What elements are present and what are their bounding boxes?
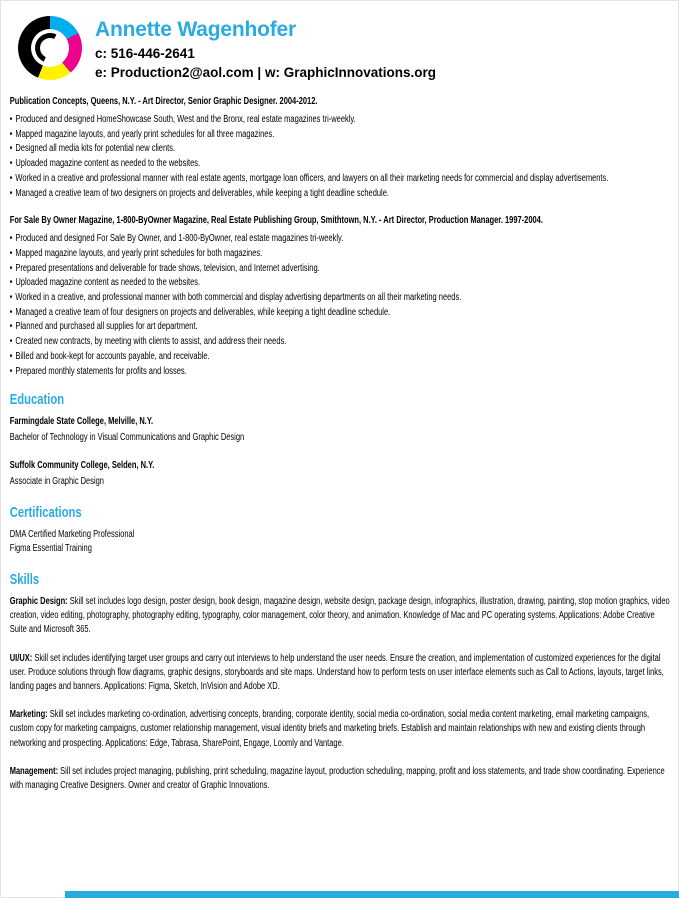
skill-ui-ux xyxy=(10,652,672,695)
page-title: Annette Wagenhofer xyxy=(95,18,296,41)
skill-text: Sill set includes project managing, publishing, print scheduling, magazine layout, production scheduling, mapping, profit and loss statements, and trade show coordinating. Experience with managing Creative Designers. Owner and creator of Graphic Innovations. xyxy=(9,765,665,792)
bullet-item: • Managed a creative team of two designers on projects and deliverables, while keeping a tight deadline schedule. xyxy=(10,187,672,202)
bullet-item: • Billed and book-kept for accounts payable, and receivable. xyxy=(10,350,672,365)
phone-line: c: 516-446-2641 xyxy=(95,46,195,61)
skill-label: Management: xyxy=(9,765,59,777)
school-degree: Associate in Graphic Design xyxy=(9,475,104,487)
resume-header xyxy=(0,0,679,80)
bullet-item: • Worked in a creative and professional manner with real estate agents, mortgage loan officers, and lawyers on all their marketing needs for commercial and display advertisements. xyxy=(10,172,672,187)
header-text xyxy=(95,16,436,80)
bullet-item: • Mapped magazine layouts, and yearly print schedules for all three magazines. xyxy=(10,128,672,143)
certifications-section-heading: Certifications xyxy=(9,503,82,521)
school-name: Farmingdale State College, Melville, N.Y. xyxy=(9,416,154,428)
skill-management xyxy=(10,765,672,793)
skills-section-heading: Skills xyxy=(9,571,40,589)
education-section-heading: Education xyxy=(9,391,65,409)
graphic-innovations-logo xyxy=(18,16,82,80)
skill-label: Marketing: xyxy=(9,709,48,721)
bullet-item: • Produced and designed HomeShowcase South, West and the Bronx, real estate magazines tri-weekly. xyxy=(10,113,672,128)
school-degree: Bachelor of Technology in Visual Communications and Graphic Design xyxy=(9,431,245,443)
bullet-item: • Mapped magazine layouts, and yearly print schedules for both magazines. xyxy=(10,247,672,262)
job-title: For Sale By Owner Magazine, 1-800-ByOwner Magazine, Real Estate Publishing Group, Smithtown, N.Y. - Art Director, Production Manager. 1997-2004. xyxy=(9,215,543,227)
footer-accent-bar xyxy=(65,891,679,898)
bullet-item: • Prepared presentations and deliverable for trade shows, television, and Internet advertising. xyxy=(10,262,672,277)
skill-marketing xyxy=(10,708,672,751)
skill-label: UI/UX: xyxy=(9,652,33,664)
skill-text: Skill set includes logo design, poster design, book design, magazine design, website design, package design, infographics, illustration, drawing, painting, stop motion graphics, video creation, video editing, photography, photography editing, typography, color management, color theory, and animation. Knowledge of Mac and PC operating systems. Applications: Adobe Creative Suite and Microsoft 365. xyxy=(9,596,670,636)
bullet-item: • Uploaded magazine content as needed to the websites. xyxy=(10,157,672,172)
school-name: Suffolk Community College, Selden, N.Y. xyxy=(9,459,155,471)
skill-text: Skill set includes marketing co-ordination, advertising concepts, branding, corporate identity, social media co-ordination, social media content marketing, email marketing campaigns, custom copy for marketing campaigns, customer relationship management, visual identity briefs and marketing briefs. Establish and maintain relationships with new and existing clients through networking and prospecting. Applications: Edge, Tabrasa, SharePoint, Engage, Loomly and Vantage. xyxy=(9,709,650,749)
bullet-item: • Produced and designed For Sale By Owner, and 1-800-ByOwner, real estate magazines tri-weekly. xyxy=(10,232,672,247)
skill-graphic-design xyxy=(10,595,672,638)
bullet-item: • Planned and purchased all supplies for art department. xyxy=(10,320,672,335)
resume-body xyxy=(0,80,679,793)
skill-label: Graphic Design: xyxy=(9,596,68,608)
bullet-item: • Prepared monthly statements for profits and losses. xyxy=(10,365,672,380)
skill-text: Skill set includes identifying target user groups and carry out interviews to help understand the user needs. Ensure the creation, and implementation of customized experiences for the digital user. Produce solutions through flow diagrams, graphic designs, storyboards and site maps. Understand how to perform tests on user interface elements such as Call to Actions, layouts, target links, landing pages and banners. Applications: Figma, Sketch, InVision and Adobe XD. xyxy=(9,652,664,693)
bullet-item: • Created new contracts, by meeting with clients to assist, and address their needs. xyxy=(10,335,672,350)
email-website-line: e: Production2@aol.com | w: GraphicInnovations.org xyxy=(95,65,436,80)
bullet-item: • Designed all media kits for potential new clients. xyxy=(10,142,672,157)
certification-item: Figma Essential Training xyxy=(9,543,92,555)
education-entry xyxy=(10,415,672,446)
bullet-item: • Worked in a creative, and professional manner with both commercial and display advertising departments on all their marketing needs. xyxy=(10,291,672,306)
experience-entry-for-sale-by-owner xyxy=(10,213,672,379)
bullet-item: • Managed a creative team of four designers on projects and deliverables, while keeping a tight deadline schedule. xyxy=(10,306,672,321)
bullet-item: • Uploaded magazine content as needed to the websites. xyxy=(10,276,672,291)
education-entry xyxy=(10,459,672,490)
certification-item: DMA Certified Marketing Professional xyxy=(9,528,135,540)
experience-entry-publication-concepts xyxy=(10,94,672,201)
job-title: Publication Concepts, Queens, N.Y. - Art Director, Senior Graphic Designer. 2004-2012. xyxy=(9,96,318,107)
